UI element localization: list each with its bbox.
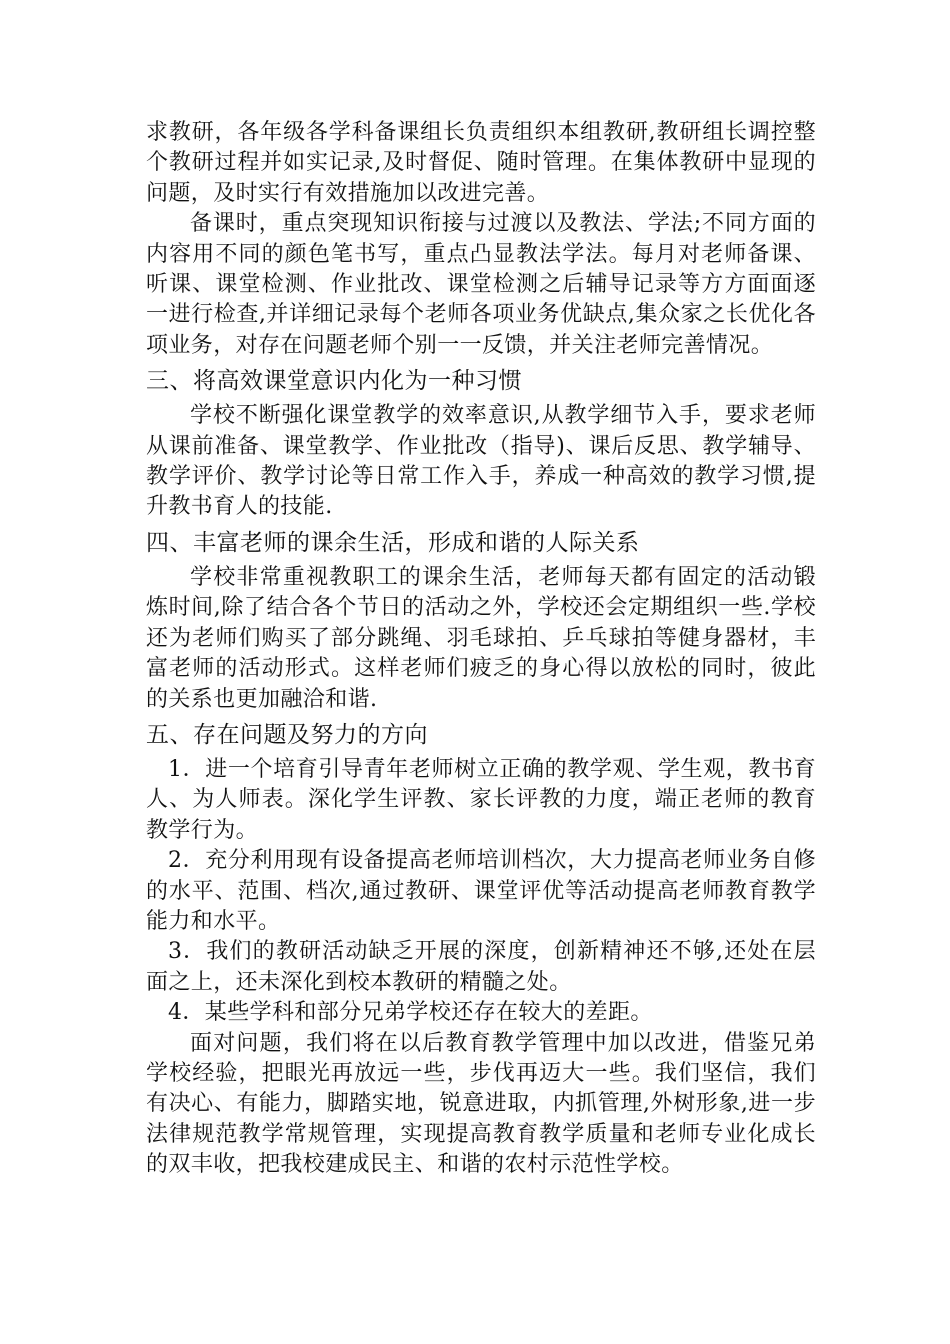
list-item: 3．我们的教研活动缺乏开展的深度，创新精神还不够,还处在层面之上，还未深化到校本教研的精髓之处。 [146,939,816,995]
paragraph-efficient-classroom: 学校不断强化课堂教学的效率意识,从教学细节入手，要求老师从课前准备、课堂教学、作业批改（指导)、课后反思、教学辅导、教学评价、教学讨论等日常工作入手，养成一种高效的教学习惯,提升教书育人的技能. [146,403,816,520]
document-page [146,118,816,1181]
paragraph-teacher-life: 学校非常重视教职工的课余生活，老师每天都有固定的活动锻炼时间,除了结合各个节日的活动之外，学校还会定期组织一些.学校还为老师们购买了部分跳绳、羽毛球拍、乒乓球拍等健身器材，丰富老师的活动形式。这样老师们疲乏的身心得以放松的同时，彼此的关系也更加融洽和谐. [146,564,816,712]
paragraph-teaching-research: 求教研，各年级各学科备课组长负责组织本组教研,教研组长调控整个教研过程并如实记录,及时督促、随时管理。在集体教研中显现的问题，及时实行有效措施加以改进完善。 [146,120,816,206]
list-item: 4．某些学科和部分兄弟学校还存在较大的差距。 [168,1000,653,1026]
section-heading-efficient-classroom: 三、将高效课堂意识内化为一种习惯 [146,368,522,395]
paragraph-lesson-preparation: 备课时，重点突现知识衔接与过渡以及教法、学法;不同方面的内容用不同的颜色笔书写，重点凸显教法学法。每月对老师备课、听课、课堂检测、作业批改、课堂检测之后辅导记录等方方面面逐一进行检查,并详细记录每个老师各项业务优缺点,集众家之长优化各项业务，对存在问题老师个别一一反馈，并关注老师完善情况。 [146,211,816,358]
paragraph-closing: 面对问题，我们将在以后教育教学管理中加以改进，借鉴兄弟学校经验，把眼光再放远一些，步伐再迈大一些。我们坚信，我们有决心、有能力，脚踏实地，锐意进取，内抓管理,外树形象,进一步法律规范教学常规管理，实现提高教育教学质量和老师专业化成长的双丰收，把我校建成民主、和谐的农村示范性学校。 [146,1030,816,1178]
list-item: 2．充分利用现有设备提高老师培训档次，大力提高老师业务自修的水平、范围、档次,通过教研、课堂评优等活动提高老师教育教学能力和水平。 [146,848,816,934]
section-heading-problems-direction: 五、存在问题及努力的方向 [146,721,428,748]
section-heading-teacher-life: 四、丰富老师的课余生活，形成和谐的人际关系 [146,529,640,556]
list-item: 1．进一个培育引导青年老师树立正确的教学观、学生观，教书育人、为人师表。深化学生评教、家长评教的力度，端正老师的教育教学行为。 [146,756,816,843]
